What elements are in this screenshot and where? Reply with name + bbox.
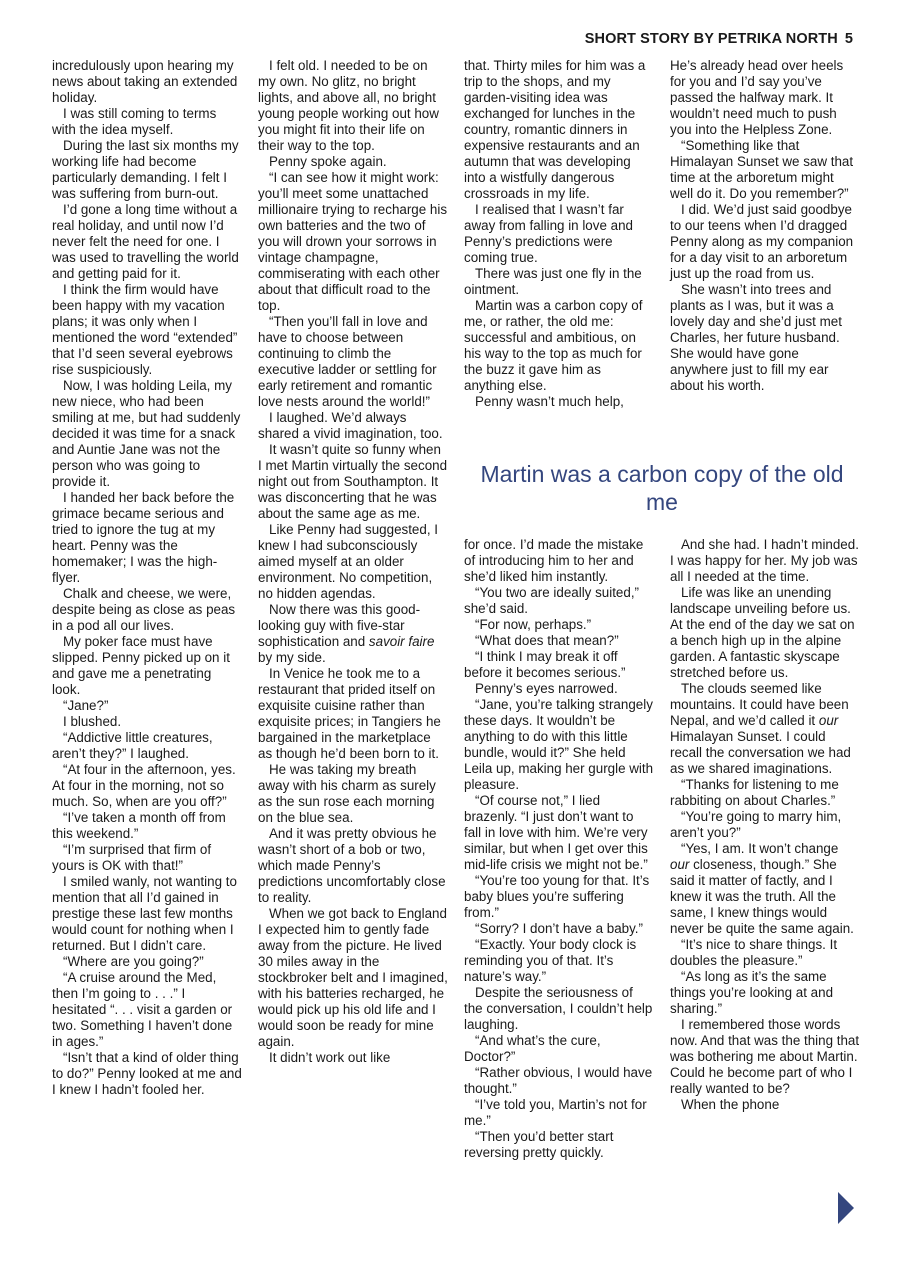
paragraph: “Jane, you’re talking strangely these days. It wouldn’t be anything to do with this little bundle, would it?” She held Leila up, making her gurgle with pleasure. <box>464 697 654 792</box>
paragraph: “And what’s the cure, Doctor?” <box>464 1033 601 1064</box>
paragraph: Penny wasn’t much help, <box>475 394 624 409</box>
column-1 <box>52 58 242 1098</box>
continue-arrow-icon <box>838 1192 854 1224</box>
paragraph: “As long as it’s the same things you’re looking at and sharing.” <box>670 969 834 1016</box>
paragraph: “Exactly. Your body clock is reminding you of that. It’s nature’s way.” <box>464 937 637 984</box>
paragraph: And she had. I hadn’t minded. I was happy for her. My job was all I needed at the time. <box>670 537 859 584</box>
paragraph: When we got back to England I expected him to gently fade away from the picture. He lived 30 miles away in the stockbroker belt and I imagined, with his batteries recharged, he would pick up his old life and I would soon be ready for mine again. <box>258 906 448 1049</box>
paragraph: I handed her back before the grimace became serious and tried to ignore the tug at my heart. Penny was the homemaker; I was the high-flyer. <box>52 490 235 585</box>
paragraph: “I’ve told you, Martin’s not for me.” <box>464 1097 647 1128</box>
column-4-bottom <box>670 537 860 1113</box>
paragraph: I did. We’d just said goodbye to our teens when I’d dragged Penny along as my companion for a day visit to an arboretum just up the road from us. <box>670 202 854 281</box>
paragraph: “What does that mean?” <box>475 633 619 648</box>
paragraph: Like Penny had suggested, I knew I had subconsciously aimed myself at an older environment. No competition, no hidden agendas. <box>258 522 438 601</box>
paragraph: I realised that I wasn’t far away from falling in love and Penny’s predictions were coming true. <box>464 202 633 265</box>
paragraph: that. Thirty miles for him was a trip to the shops, and my garden-visiting idea was exchanged for lunches in the country, romantic dinners in expensive restaurants and an autumn that was developing into a wistfully dangerous crossroads in my life. <box>464 58 646 201</box>
paragraph: Despite the seriousness of the conversation, I couldn’t help laughing. <box>464 985 653 1032</box>
paragraph: I felt old. I needed to be on my own. No glitz, no bright lights, and above all, no bright young people working out how you might fit into their life on their way to the top. <box>258 58 439 153</box>
paragraph: My poker face must have slipped. Penny picked up on it and gave me a penetrating look. <box>52 634 230 697</box>
page-number: 5 <box>844 31 853 47</box>
paragraph: “I think I may break it off before it becomes serious.” <box>464 649 626 680</box>
paragraph: “Rather obvious, I would have thought.” <box>464 1065 653 1096</box>
paragraph: “Addictive little creatures, aren’t they?” I laughed. <box>52 730 213 761</box>
paragraph: I think the firm would have been happy with my vacation plans; it was only when I mentioned the word “extended” that I’d seen several eyebrows rise suspiciously. <box>52 282 238 377</box>
paragraph: Life was like an unending landscape unveiling before us. At the end of the day we sat on a bench high up in the alpine garden. A fantastic skyscape stretched before us. <box>670 585 855 680</box>
column-3-top <box>464 58 654 410</box>
paragraph: Now there was this good-looking guy with five-star sophistication and savoir faire by my side. <box>258 602 435 665</box>
paragraph: He was taking my breath away with his charm as surely as the sun rose each morning on the blue sea. <box>258 762 436 825</box>
paragraph: He’s already head over heels for you and I’d say you’ve passed the halfway mark. It wouldn’t need much to push you into the Helpless Zone. <box>670 58 844 137</box>
italic-text: our <box>818 713 839 728</box>
paragraph: The clouds seemed like mountains. It could have been Nepal, and we’d called it our Himalayan Sunset. I could recall the conversation we had as we shared imaginations. <box>670 681 851 776</box>
paragraph: “A cruise around the Med, then I’m going to . . .” I hesitated “. . . visit a garden or two. Something I haven’t done in ages.” <box>52 970 233 1049</box>
paragraph: “Isn’t that a kind of older thing to do?” Penny looked at me and I knew I hadn’t fooled her. <box>52 1050 242 1097</box>
paragraph: “Sorry? I don’t have a baby.” <box>475 921 643 936</box>
paragraph: I laughed. We’d always shared a vivid imagination, too. <box>258 410 443 441</box>
paragraph: “Then you’ll fall in love and have to choose between continuing to climb the executive ladder or settling for early retirement and romantic love nests around the world!” <box>258 314 437 409</box>
paragraph: “Something like that Himalayan Sunset we saw that time at the arboretum might well do it. Do you remember?” <box>670 138 854 201</box>
paragraph: “Yes, I am. It won’t change our closeness, though.” She said it matter of factly, and I knew it was the truth. All the same, I knew things would never be quite the same again. <box>670 841 854 936</box>
paragraph: Now, I was holding Leila, my new niece, who had been smiling at me, but had suddenly decided it was time for a snack and Auntie Jane was not the person who was going to provide it. <box>52 378 241 489</box>
header-title: SHORT STORY BY PETRIKA NORTH <box>584 31 838 47</box>
paragraph: “I’m surprised that firm of yours is OK with that!” <box>52 842 212 873</box>
paragraph: I’d gone a long time without a real holiday, and until now I’d never felt the need for one. I was used to travelling the world and getting paid for it. <box>52 202 239 281</box>
paragraph: In Venice he took me to a restaurant that prided itself on exquisite cuisine rather than exquisite prices; in Tangiers he bargained in the marketplace as though he’d been born to it. <box>258 666 441 761</box>
paragraph: I remembered those words now. And that was the thing that was bothering me about Martin. Could he become part of who I really wanted to be? <box>670 1017 860 1096</box>
paragraph: It didn’t work out like <box>269 1050 391 1065</box>
paragraph: for once. I’d made the mistake of introducing him to her and she’d liked him instantly. <box>464 537 644 584</box>
paragraph: Penny’s eyes narrowed. <box>475 681 618 696</box>
column-2 <box>258 58 448 1066</box>
pull-quote: Martin was a carbon copy of the old me <box>480 461 844 515</box>
column-3-bottom <box>464 537 654 1161</box>
paragraph: “Where are you going?” <box>63 954 204 969</box>
paragraph: During the last six months my working life had become particularly demanding. I felt I was suffering from burn-out. <box>52 138 239 201</box>
paragraph: It wasn’t quite so funny when I met Martin virtually the second night out from Southampton. It was disconcerting that he was about the same age as me. <box>258 442 448 521</box>
paragraph: “At four in the afternoon, yes. At four in the morning, not so much. So, when are you off?” <box>52 762 236 809</box>
column-4-top <box>670 58 860 394</box>
paragraph: When the phone <box>681 1097 780 1112</box>
paragraph: I was still coming to terms with the idea myself. <box>52 106 217 137</box>
paragraph: “I’ve taken a month off from this weekend.” <box>52 810 226 841</box>
paragraph: “Jane?” <box>63 698 109 713</box>
paragraph: There was just one fly in the ointment. <box>464 266 642 297</box>
paragraph: “For now, perhaps.” <box>475 617 592 632</box>
paragraph: “You’re too young for that. It’s baby blues you’re suffering from.” <box>464 873 650 920</box>
italic-text: savoir faire <box>368 634 435 649</box>
paragraph: I smiled wanly, not wanting to mention that all I’d gained in prestige these last few months would count for nothing when I returned. But I didn’t care. <box>52 874 237 953</box>
paragraph: “Thanks for listening to me rabbiting on about Charles.” <box>670 777 839 808</box>
italic-text: our <box>670 857 690 872</box>
paragraph: I blushed. <box>63 714 122 729</box>
paragraph: Penny spoke again. <box>269 154 387 169</box>
paragraph: Chalk and cheese, we were, despite being as close as peas in a pod all our lives. <box>52 586 236 633</box>
paragraph: “It’s nice to share things. It doubles the pleasure.” <box>670 937 838 968</box>
paragraph: “You’re going to marry him, aren’t you?” <box>670 809 842 840</box>
paragraph: “Then you’d better start reversing pretty quickly. <box>464 1129 614 1160</box>
paragraph: “You two are ideally suited,” she’d said. <box>464 585 640 616</box>
paragraph: Martin was a carbon copy of me, or rather, the old me: successful and ambitious, on his way to the top as much for the buzz it gave him as anything else. <box>464 298 643 393</box>
paragraph: “Of course not,” I lied brazenly. “I just don’t want to fall in love with him. We’re very similar, but when I get over this mid-life crisis we might not be.” <box>464 793 648 872</box>
paragraph: “I can see how it might work: you’ll meet some unattached millionaire trying to recharge his own batteries and the two of you will drown your sorrows in vintage champagne, commiserating with each other about that difficult road to the top. <box>258 170 448 313</box>
paragraph: She wasn’t into trees and plants as I was, but it was a lovely day and she’d just met Charles, her future husband. She would have gone anywhere just to fill my ear about his worth. <box>670 282 842 393</box>
running-header <box>585 31 853 47</box>
paragraph: incredulously upon hearing my news about taking an extended holiday. <box>52 58 238 105</box>
paragraph: And it was pretty obvious he wasn’t short of a bob or two, which made Penny’s predictions uncomfortably close to reality. <box>258 826 446 905</box>
